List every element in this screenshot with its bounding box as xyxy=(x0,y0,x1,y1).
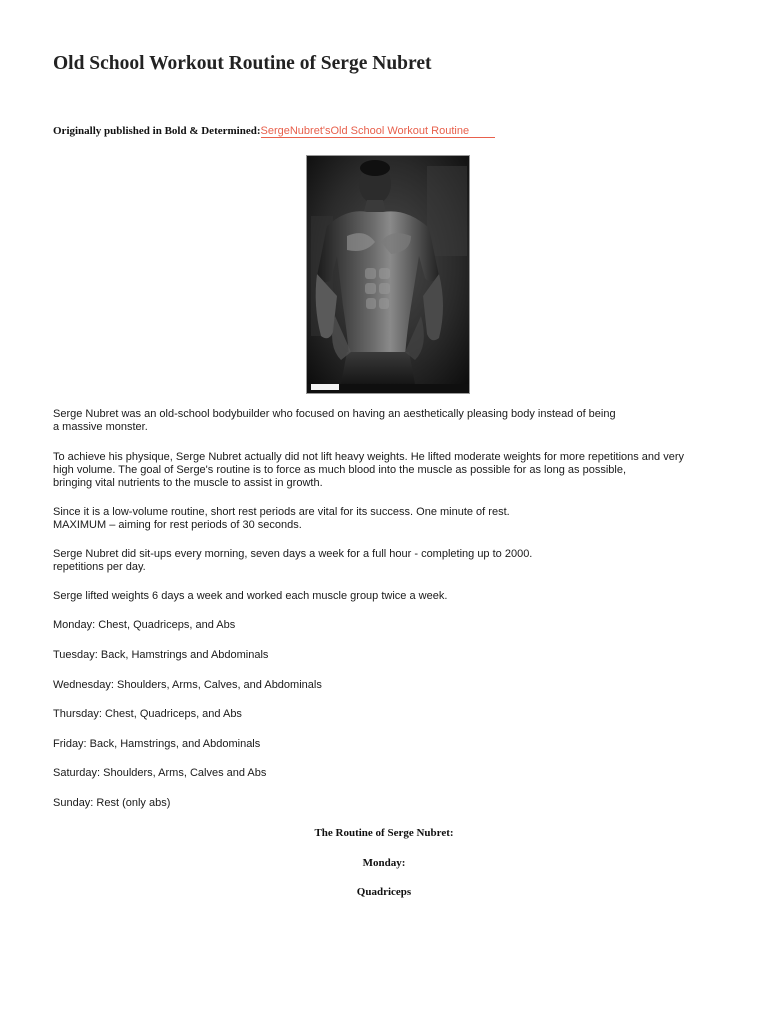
schedule-monday xyxy=(53,619,713,632)
paragraph-physique xyxy=(53,451,713,490)
day-heading: Monday: xyxy=(362,857,406,869)
paragraph-line: To achieve his physique, Serge Nubret actually did not lift heavy weights. He lifted moderate weights for more repetitions and very xyxy=(53,451,684,463)
schedule-tuesday xyxy=(53,649,713,662)
schedule-item: Wednesday: Shoulders, Arms, Calves, and Abdominals xyxy=(53,679,322,691)
paragraph-line: repetitions per day. xyxy=(53,561,146,573)
schedule-item: Thursday: Chest, Quadriceps, and Abs xyxy=(53,708,242,720)
paragraph-line: high volume. The goal of Serge's routine is to force as much blood into the muscle as possible for as long as possible, xyxy=(53,464,626,476)
paragraph-situps xyxy=(53,548,713,574)
paragraph-line: Serge Nubret did sit-ups every morning, seven days a week for a full hour - completing up to 2000. xyxy=(53,548,533,560)
muscle-heading: Quadriceps xyxy=(356,886,412,898)
schedule-item: Saturday: Shoulders, Arms, Calves and Abs xyxy=(53,767,267,779)
paragraph-line: Serge Nubret was an old-school bodybuilder who focused on having an aesthetically pleasing body instead of being xyxy=(53,408,616,420)
schedule-sunday xyxy=(53,797,713,810)
bodybuilder-photo-illustration xyxy=(307,156,470,394)
schedule-item: Tuesday: Back, Hamstrings and Abdominals xyxy=(53,649,269,661)
source-label: Originally published in Bold & Determined: xyxy=(53,125,261,137)
paragraph-line: Since it is a low-volume routine, short rest periods are vital for its success. One minute of rest. xyxy=(53,506,510,518)
schedule-item: Sunday: Rest (only abs) xyxy=(53,797,171,809)
source-line xyxy=(53,124,495,138)
paragraph-line: MAXIMUM – aiming for rest periods of 30 seconds. xyxy=(53,519,302,531)
paragraph-intro xyxy=(53,408,713,434)
bodybuilder-photo xyxy=(306,155,470,394)
source-link[interactable]: SergeNubret'sOld School Workout Routine xyxy=(261,125,496,138)
paragraph-frequency xyxy=(53,590,713,603)
schedule-item: Monday: Chest, Quadriceps, and Abs xyxy=(53,619,236,631)
schedule-wednesday xyxy=(53,679,713,692)
paragraph-line: Serge lifted weights 6 days a week and worked each muscle group twice a week. xyxy=(53,590,448,602)
photo-caption xyxy=(311,384,339,390)
schedule-item: Friday: Back, Hamstrings, and Abdominals xyxy=(53,738,261,750)
schedule-saturday xyxy=(53,767,713,780)
page-title: Old School Workout Routine of Serge Nubret xyxy=(53,53,432,74)
schedule-friday xyxy=(53,738,713,751)
paragraph-rest xyxy=(53,506,713,532)
paragraph-line: bringing vital nutrients to the muscle to assist in growth. xyxy=(53,477,323,489)
schedule-thursday xyxy=(53,708,713,721)
routine-heading: The Routine of Serge Nubret: xyxy=(314,827,454,839)
paragraph-line: a massive monster. xyxy=(53,421,148,433)
